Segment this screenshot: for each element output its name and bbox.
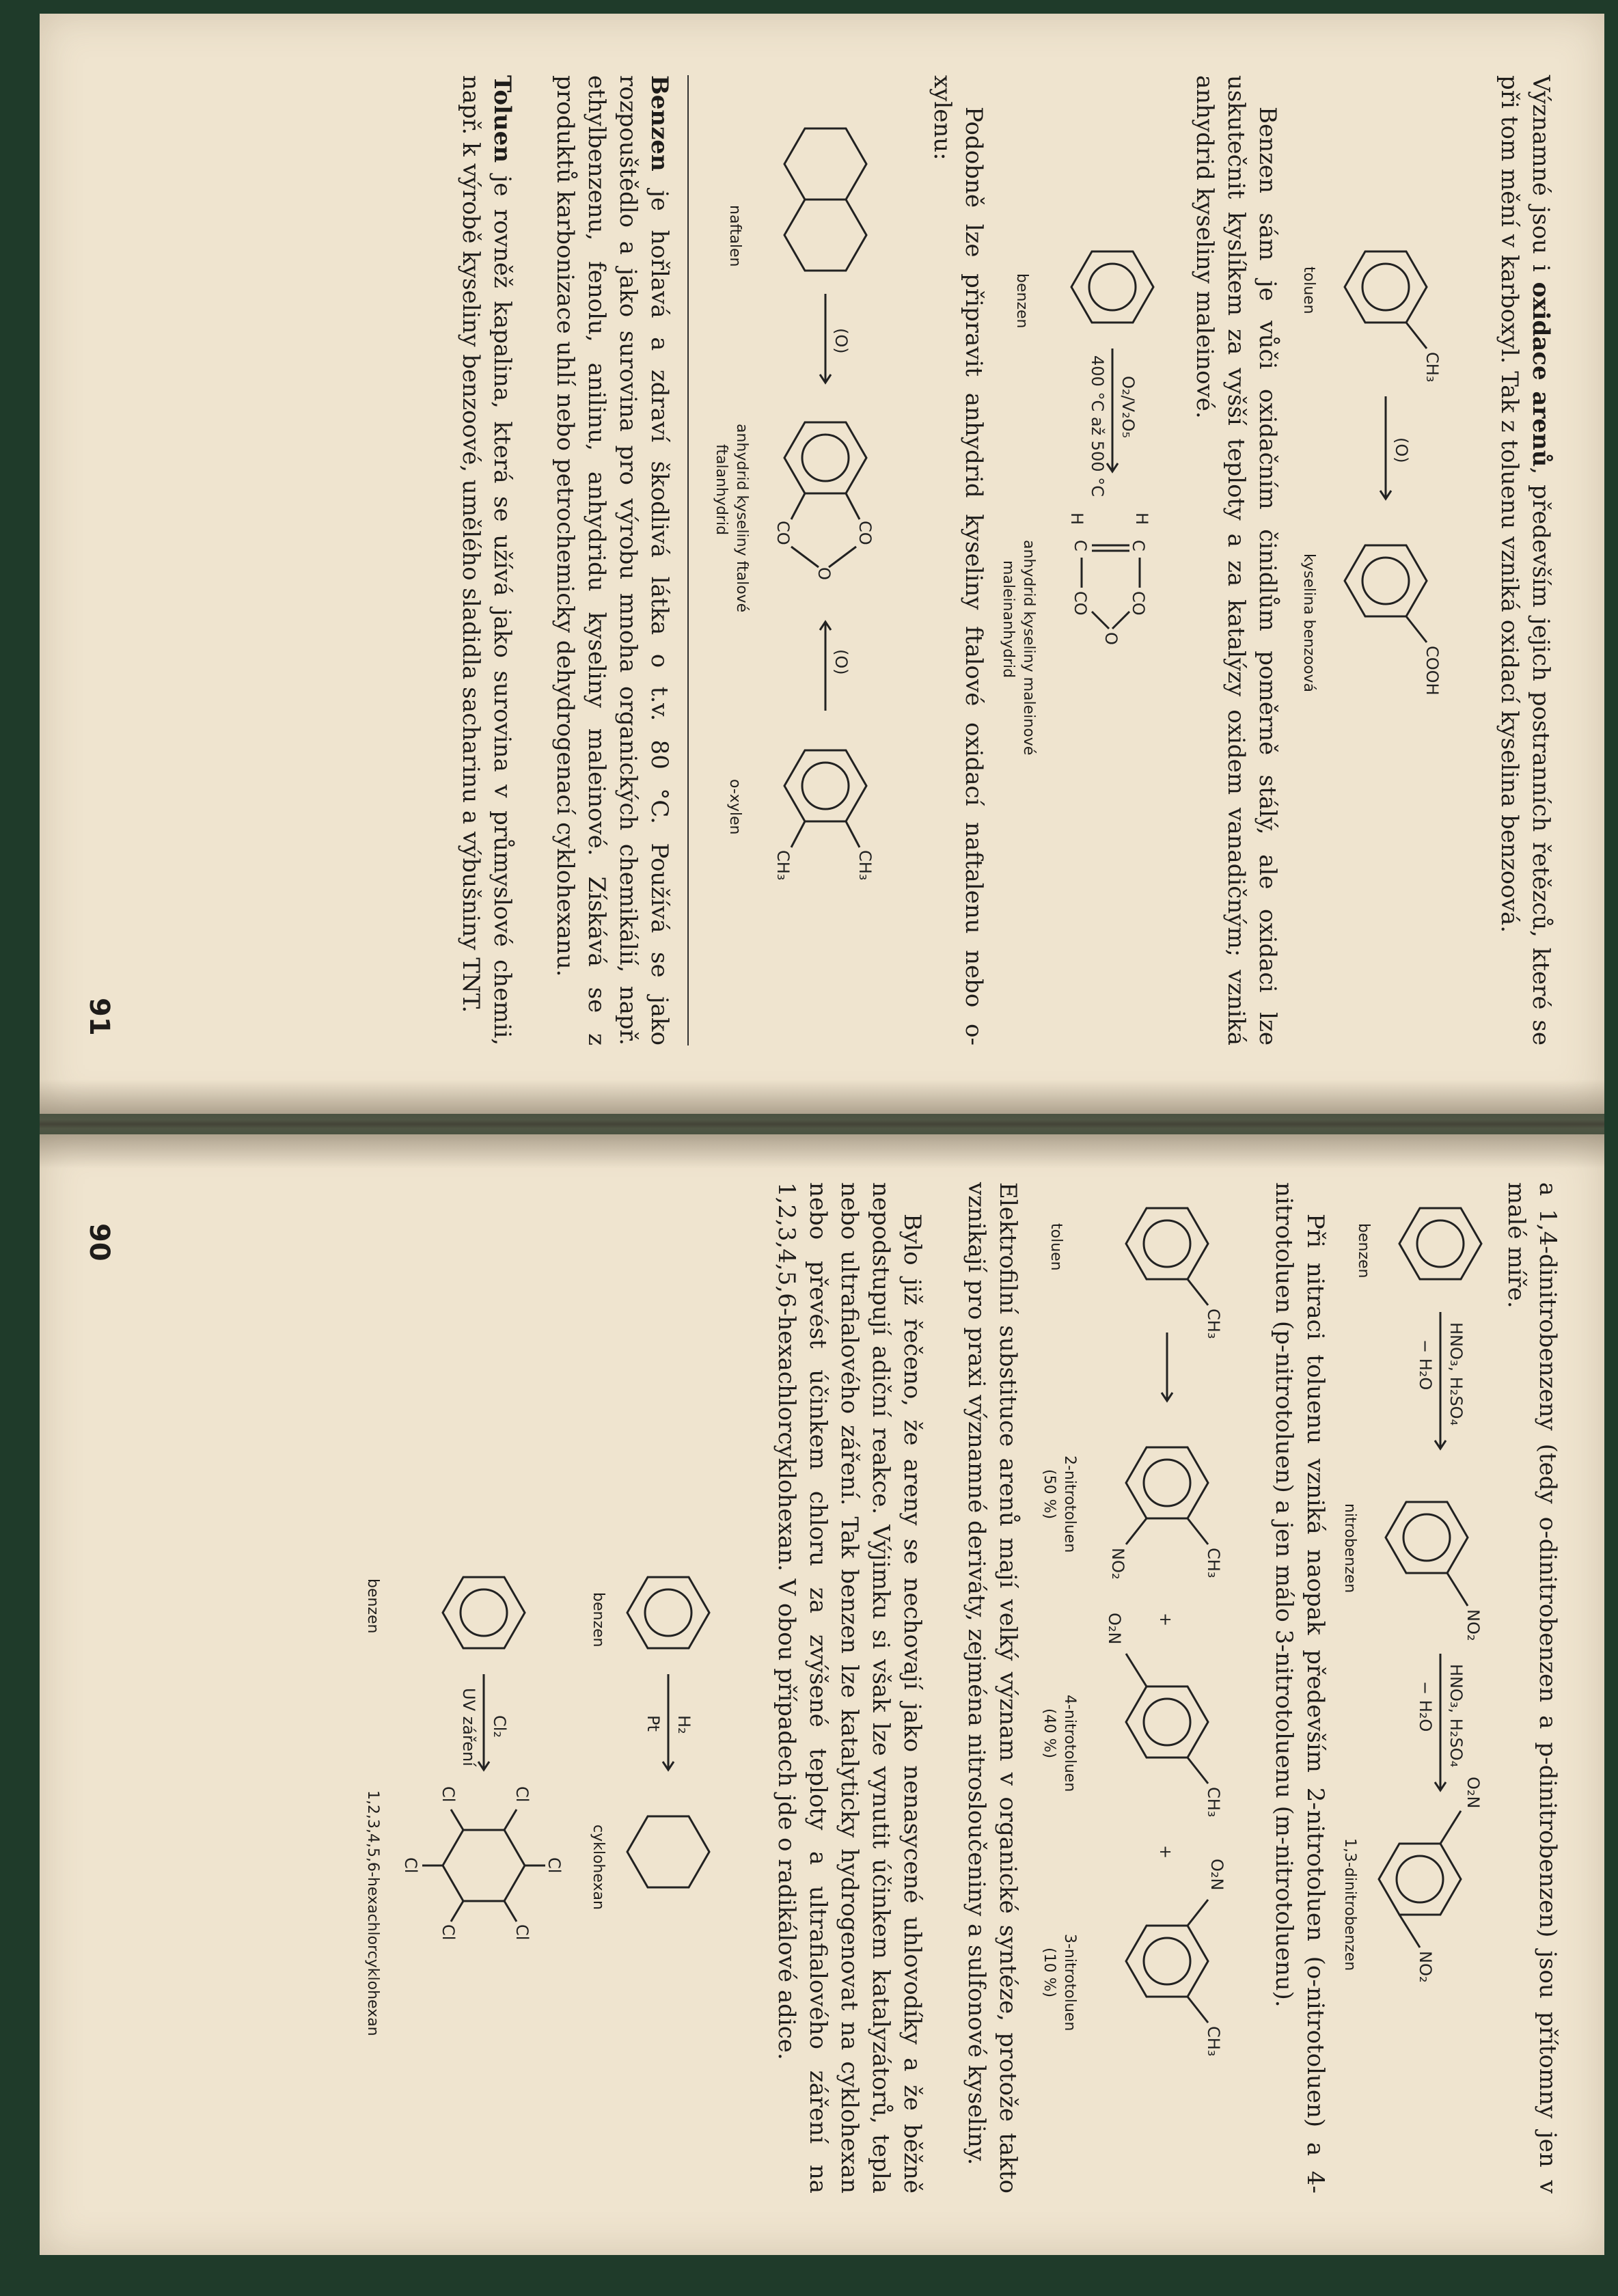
svg-text:(O): (O) — [1392, 437, 1411, 463]
svg-text:H: H — [1067, 512, 1086, 525]
minus-water-label: − H₂O — [1416, 1339, 1435, 1391]
naphthalene-ring-a — [784, 128, 866, 200]
svg-text:Cl₂: Cl₂ — [490, 1715, 509, 1738]
label-benzen-4: benzen — [364, 1578, 381, 1634]
svg-text:− H₂O: − H₂O — [1416, 1681, 1435, 1732]
svg-text:CH₃: CH₃ — [1204, 1787, 1223, 1818]
toluene-ring — [1126, 1208, 1208, 1279]
label-naftalen: naftalen — [726, 205, 743, 267]
label-3-nitrotoluen: 3-nitrotoluen — [1061, 1934, 1078, 2032]
page91-note-toluen: Toluen je rovněž kapalina, která se užívá jako surovina v průmyslové chemii, např. k výrobě kyseliny benzoové, umělého sladidla sacharinu a výbušniny TNT. — [457, 75, 516, 1046]
svg-text:CH₃: CH₃ — [1204, 1309, 1223, 1339]
svg-text:H₂: H₂ — [674, 1715, 694, 1734]
nitrobenzene-ring — [1386, 1502, 1468, 1573]
divider-rule — [687, 75, 689, 1046]
svg-text:CH₃: CH₃ — [1204, 1548, 1223, 1578]
page90-para-toluene: Při nitraci toluenu vzniká naopak především 2-nitrotoluen (o-nitrotoluen) a 4-nitrotoluen (p-nitrotoluen) a jen málo 3-nitrotoluenu (m-nitrotoluenu). — [1270, 1182, 1329, 2194]
svg-text:(O): (O) — [832, 328, 851, 354]
yield-2-nitrotoluen: (50 %) — [1041, 1469, 1058, 1520]
svg-text:O₂/V₂O₅: O₂/V₂O₅ — [1119, 376, 1138, 439]
scheme-phthalic-anhydride — [730, 96, 907, 1052]
yield-3-nitrotoluen: (10 %) — [1041, 1948, 1058, 1998]
yield-4-nitrotoluen: (40 %) — [1041, 1708, 1058, 1759]
svg-text:Cl: Cl — [512, 1924, 532, 1941]
label-phthalic-1: anhydrid kyseliny ftalové — [733, 424, 750, 613]
svg-text:COOH: COOH — [1423, 646, 1442, 696]
label-maleic-2: maleinanhydrid — [1000, 560, 1017, 679]
o-xylene-ring — [784, 750, 866, 821]
naphthalene-ring-b — [784, 200, 866, 271]
page90-para-electrophilic: Elektrofilní substituce arenů mají velký význam v organické syntéze, protože takto vznikají pro praxi významné deriváty, zejména nitrosloučeniny a sulfonové kyseliny. — [963, 1182, 1021, 2194]
label-phthalic-2: ftalanhydrid — [713, 444, 730, 536]
label-benzen-91: benzen — [1013, 273, 1030, 329]
scheme-nitration-benzene — [1317, 1175, 1495, 2200]
page91-para-benzene: Benzen sám je vůči oxidačním činidlům poměrně stálý, ale oxidaci lze uskutečnit kyslíkem za vyšší teploty a za katalýzy oxidem vanadičným; vzniká anhydrid kyseliny maleinové. — [1191, 75, 1281, 1046]
scheme-toluene-oxidation — [1297, 219, 1454, 834]
page-number-91: 91 — [83, 998, 115, 1036]
label-toluen-91: toluen — [1300, 266, 1317, 314]
label-hexachlorcyklohexan: 1,2,3,4,5,6-hexachlorcyklohexan — [364, 1790, 381, 2036]
label-kyselina-benzoova: kyselina benzoová — [1300, 554, 1317, 693]
page91-intro: Významné jsou i oxidace arenů, především jejich postranních řetězců, které se při tom mění v karboxyl. Tak z toluenu vzniká oxidací kyselina benzoová. — [1496, 75, 1554, 1046]
svg-text:C: C — [1071, 540, 1090, 551]
svg-text:NO₂: NO₂ — [1416, 1951, 1435, 1983]
page90-intro: a 1,4-dinitrobenzeny (tedy o-dinitrobenzen a p-dinitrobenzen) jsou přítomny jen v malé míře. — [1503, 1182, 1561, 2194]
scheme-nitration-toluene — [1058, 1175, 1249, 2200]
nitrotoluene-2-ring — [1126, 1447, 1208, 1518]
page-number-90: 90 — [83, 1223, 115, 1261]
hexachlorocyclohexane-ring — [443, 1830, 525, 1901]
svg-text:400 °C až 500 °C: 400 °C až 500 °C — [1088, 355, 1107, 497]
page90-para-addition: Bylo již řečeno, že areny se nechovají jako nenasycené uhlovodíky a že běžně nepodstupují adiční reakce. Výjimku si však lze vynutit účinkem katalyzátorů, tepla nebo ultrafialového záření. Tak benzen lze katalyticky hydrogenovat na cyklohexan nebo převést účinkem chloru za zvýšené teploty a ultrafialového záření na 1,2,3,4,5,6-hexachlorcyklohexan. V obou případech jde o radikálové adice. — [773, 1182, 926, 2194]
cyclohexane-ring — [627, 1816, 709, 1887]
svg-text:O: O — [1101, 632, 1121, 645]
scheme-hydrogenation — [586, 1544, 723, 2023]
label-benzen: benzen — [1355, 1223, 1372, 1279]
svg-text:H: H — [1132, 512, 1151, 525]
label-toluen: toluen — [1047, 1223, 1065, 1271]
benzene-ring — [1399, 1208, 1481, 1279]
svg-text:O: O — [814, 567, 834, 580]
svg-text:HNO₃, H₂SO₄: HNO₃, H₂SO₄ — [1446, 1664, 1466, 1768]
page-91 — [40, 14, 1604, 1114]
label-dinitrobenzen: 1,3-dinitrobenzen — [1341, 1838, 1358, 1971]
svg-text:Cl: Cl — [545, 1857, 564, 1874]
svg-text:Cl: Cl — [401, 1857, 420, 1874]
phthalic-ring — [784, 422, 866, 493]
label-o-xylen: o-xylen — [726, 779, 743, 835]
svg-text:NO₂: NO₂ — [1108, 1548, 1127, 1580]
svg-text:CO: CO — [855, 521, 875, 545]
nitrotoluene-3-ring — [1126, 1926, 1208, 1997]
svg-text:Cl: Cl — [512, 1786, 532, 1803]
label-maleic-1: anhydrid kyseliny maleinové — [1020, 540, 1037, 756]
svg-text:CH₃: CH₃ — [773, 850, 793, 881]
svg-text:CH₃: CH₃ — [855, 850, 875, 881]
svg-text:C: C — [1129, 540, 1148, 551]
svg-text:UV záření: UV záření — [459, 1688, 478, 1766]
svg-text:CO: CO — [1071, 591, 1090, 616]
svg-text:Cl: Cl — [439, 1786, 458, 1803]
svg-text:(O): (O) — [832, 649, 851, 675]
book-gutter — [40, 1080, 1604, 1168]
label-nitrobenzen: nitrobenzen — [1341, 1503, 1358, 1594]
svg-text:+: + — [1156, 1613, 1175, 1627]
scheme-chlorination — [361, 1544, 566, 2159]
page91-para-phthalic: Podobně lze připravit anhydrid kyseliny ftalové oxidací naftalenu nebo o-xylenu: — [929, 75, 987, 1046]
page-90 — [40, 1134, 1604, 2255]
svg-text:CH₃: CH₃ — [1423, 352, 1442, 383]
svg-text:O₂N: O₂N — [1464, 1777, 1483, 1809]
aromatic-circle — [1417, 1220, 1464, 1267]
label-2-nitrotoluen: 2-nitrotoluen — [1061, 1456, 1078, 1553]
svg-text:O₂N: O₂N — [1105, 1613, 1124, 1645]
svg-text:Pt: Pt — [644, 1715, 663, 1732]
label-benzen-3: benzen — [590, 1592, 607, 1648]
svg-text:+: + — [1156, 1845, 1175, 1859]
dinitrobenzene-ring — [1379, 1844, 1461, 1915]
scheme-maleic-anhydride — [1017, 219, 1194, 834]
label-4-nitrotoluen: 4-nitrotoluen — [1061, 1695, 1078, 1792]
svg-text:Cl: Cl — [439, 1924, 458, 1941]
svg-text:CO: CO — [773, 521, 793, 545]
no2-group: NO₂ — [1464, 1609, 1483, 1641]
svg-text:CH₃: CH₃ — [1204, 2026, 1223, 2057]
page91-note-benzen: Benzen je hořlavá a zdraví škodlivá látka o t.v. 80 °C. Používá se jako rozpouštědlo a jako surovina pro výrobu mnoha organických chemikálií, např. ethylbenzenu, fenolu, anilinu, anhydridu kyseliny maleinové. Získává se z produktů karbonizace uhlí nebo petrochemicky dehydrogenací cyklohexanu. — [551, 75, 673, 1046]
svg-text:CO: CO — [1129, 591, 1148, 616]
svg-text:O₂N: O₂N — [1207, 1859, 1226, 1891]
nitrotoluene-4-ring — [1126, 1686, 1208, 1758]
label-cyklohexan: cyklohexan — [590, 1824, 607, 1910]
reagent-label: HNO₃, H₂SO₄ — [1446, 1322, 1466, 1426]
